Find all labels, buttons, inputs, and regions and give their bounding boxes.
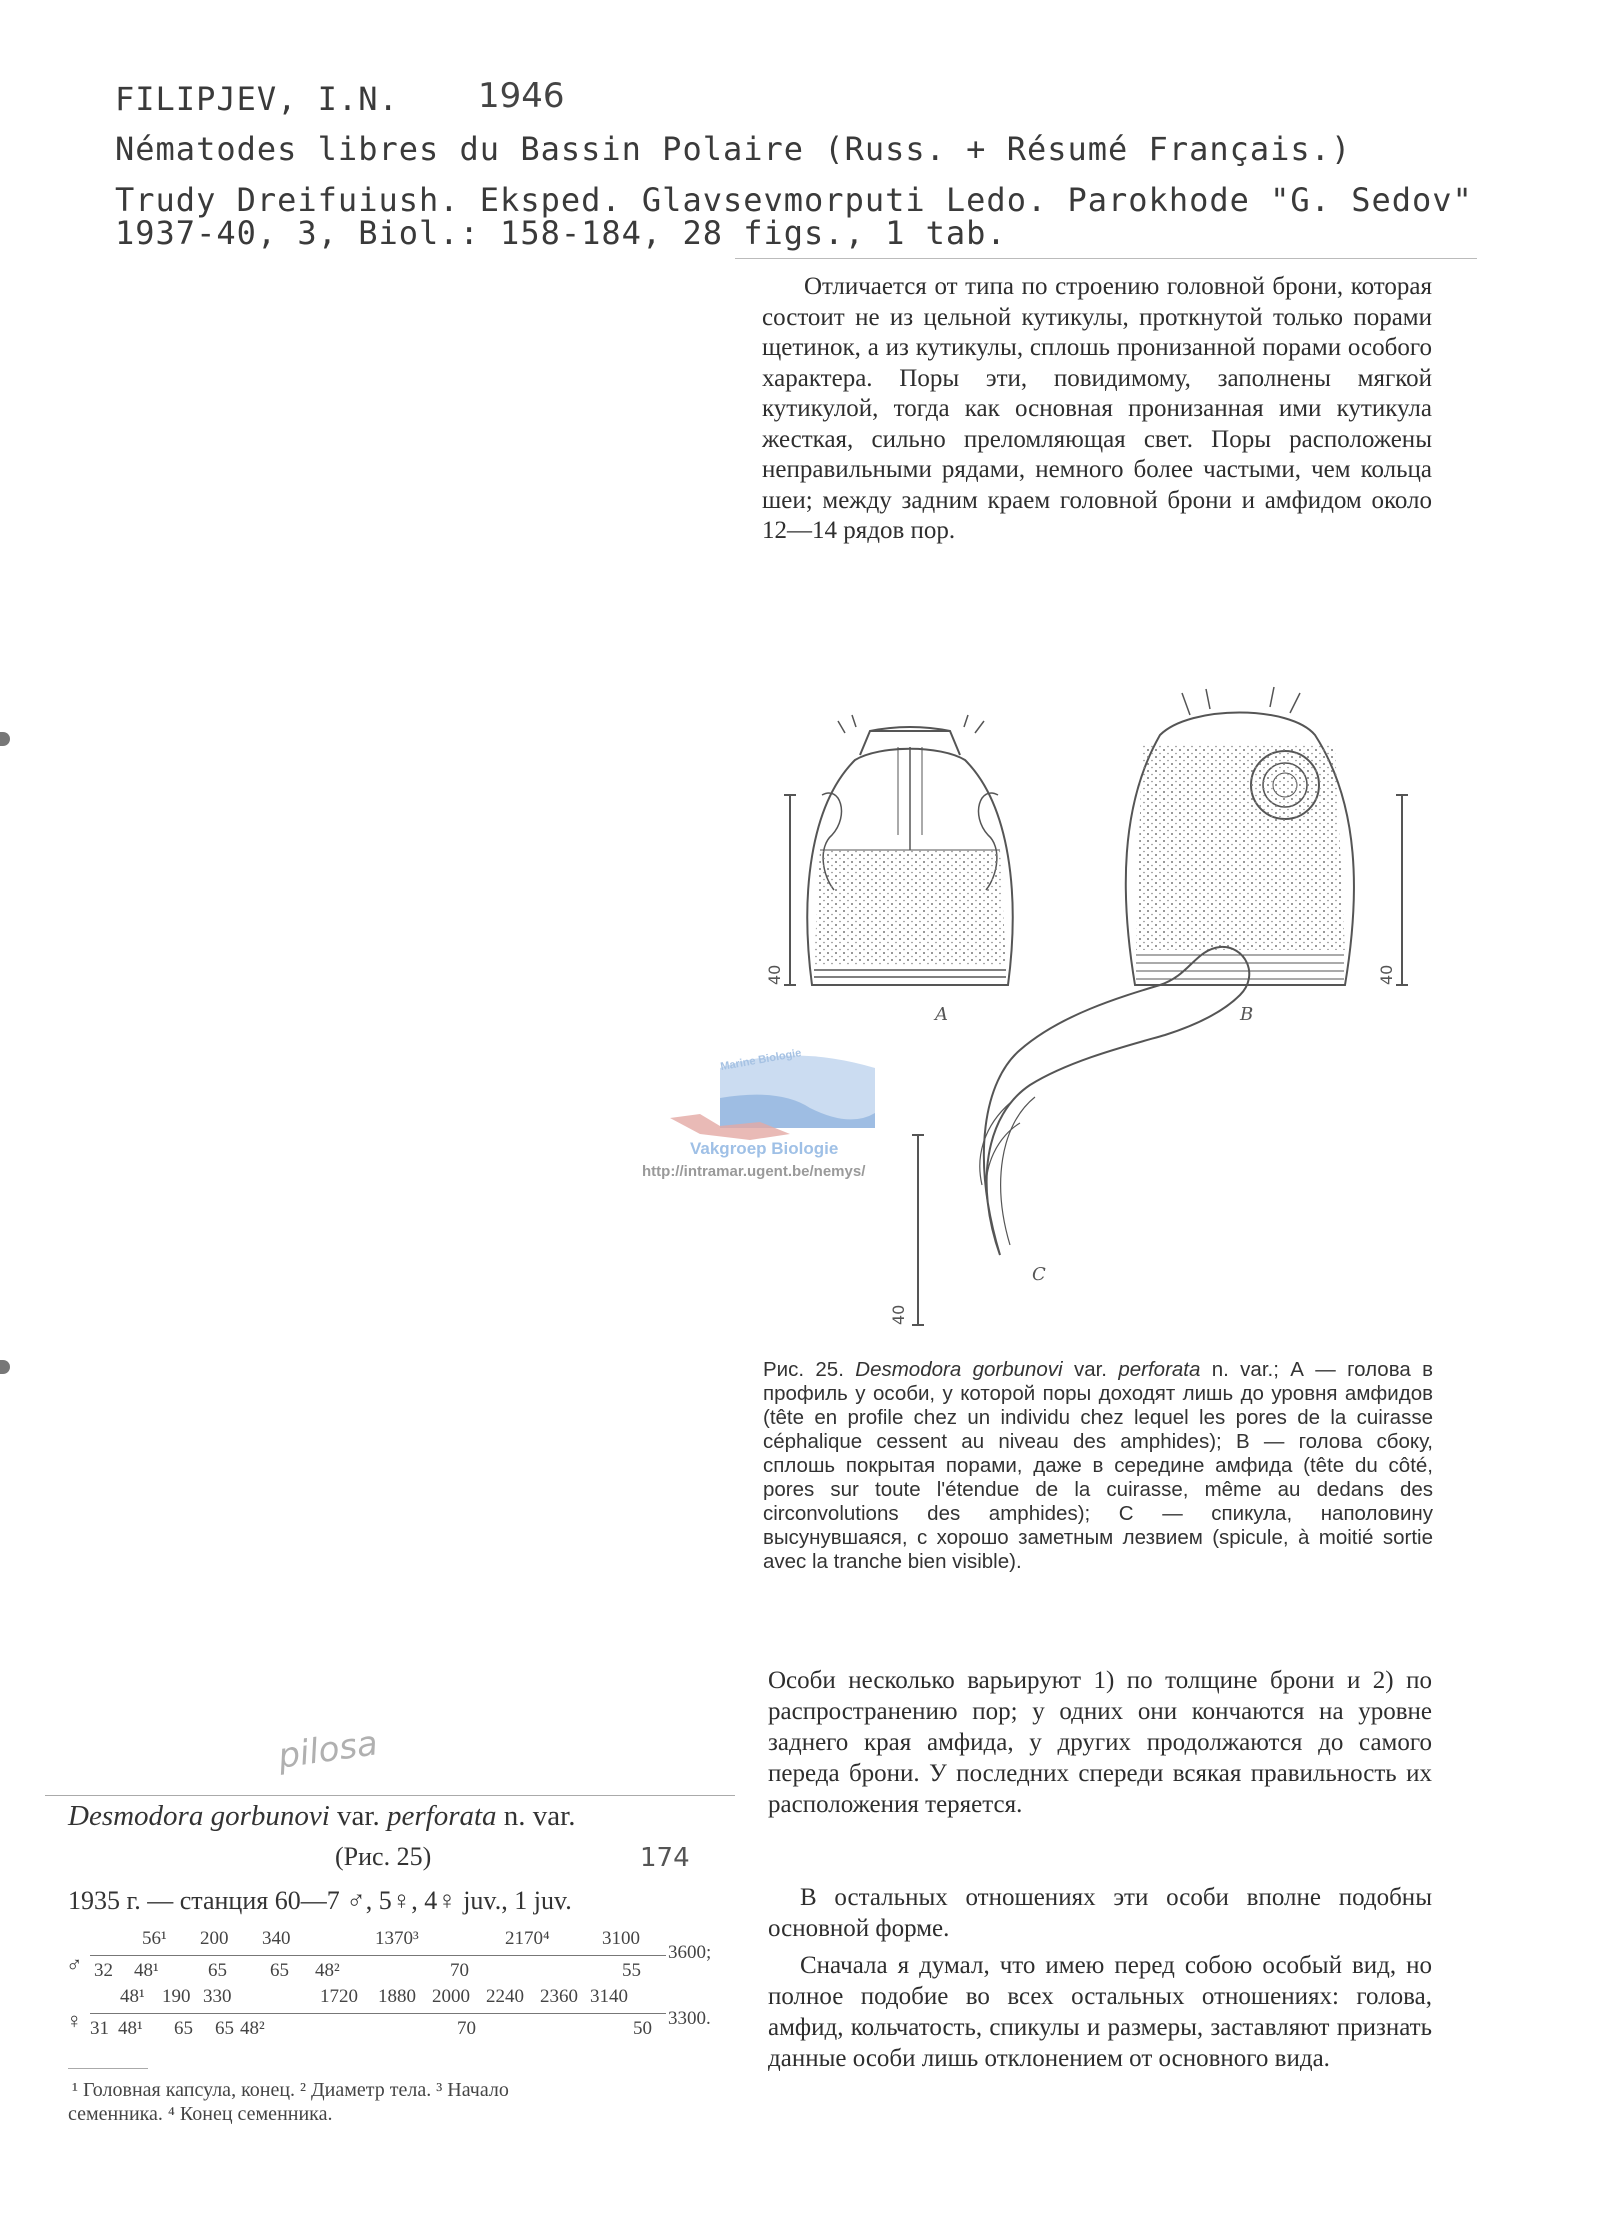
- formula-value: 200: [200, 1928, 229, 1949]
- female-total: 3300.: [668, 2008, 711, 2029]
- paper-title: Nématodes libres du Bassin Polaire (Russ. + Résumé Français.): [115, 130, 1352, 168]
- station-line: 1935 г. — станция 60—7 ♂, 5♀, 4♀ juv., 1 juv.: [68, 1886, 572, 1915]
- formula-value: 190: [162, 1986, 191, 2007]
- journal-line-2: 1937-40, 3, Biol.: 158-184, 28 figs., 1 tab.: [115, 214, 1007, 252]
- figure-25: [765, 685, 1450, 1335]
- female-formula-line: [90, 2013, 666, 2014]
- watermark-url[interactable]: http://intramar.ugent.be/nemys/: [642, 1163, 866, 1180]
- formula-value: 65: [270, 1960, 289, 1981]
- formula-value: 65: [174, 2018, 193, 2039]
- formula-value: 3140: [590, 1986, 628, 2007]
- caption-fig-no: Рис. 25.: [763, 1358, 844, 1381]
- female-formula-bottom: [90, 2018, 680, 2048]
- footnote-line-1: ¹ Головная капсула, конец. ² Диаметр тела. ³ Начало: [72, 2079, 509, 2101]
- formula-value: 31: [90, 2018, 109, 2039]
- formula-value: 1880: [378, 1986, 416, 2007]
- formula-value: 65: [215, 2018, 234, 2039]
- caption-var-name: perforata: [1118, 1358, 1201, 1381]
- caption-species: Desmodora gorbunovi: [855, 1358, 1063, 1381]
- formula-value: 3100: [602, 1928, 640, 1949]
- species-var: var.: [337, 1800, 380, 1832]
- footnote-line-2: семенника. ⁴ Конец семенника.: [68, 2103, 333, 2125]
- male-formula-top: [90, 1928, 680, 1958]
- species-tail: n. var.: [503, 1800, 576, 1832]
- formula-value: 2170⁴: [505, 1928, 550, 1949]
- scan-punch-mark: [0, 1360, 10, 1374]
- figure-b-label: B: [1240, 1004, 1254, 1025]
- figure-c-spicule: [980, 947, 1249, 1255]
- footnote-rule: [68, 2068, 148, 2069]
- formula-value: 2240: [486, 1986, 524, 2007]
- formula-value: 1370³: [375, 1928, 419, 1949]
- formula-value: 1720: [320, 1986, 358, 2007]
- female-formula-top: [90, 1986, 680, 2016]
- year: 1946: [478, 76, 565, 116]
- author: FILIPJEV, I.N.: [115, 80, 399, 118]
- figure-a-scale: 40: [765, 964, 784, 985]
- caption-tail: n. var.;: [1211, 1358, 1279, 1381]
- species-fig-ref: (Рис. 25): [335, 1842, 432, 1871]
- handwritten-annotation: pilosa: [275, 1723, 381, 1777]
- right-paragraph-3: Сначала я думал, что имею перед собою особый вид, но полное подобие во всех остальных отношениях: голова, амфид, кольчатость, спикулы и размеры, заставляют признать данные особи лишь отклонением от основного вида.: [768, 1952, 1432, 2072]
- watermark-arc-text: Marine Biologie: [719, 1047, 803, 1074]
- figure-c-label: C: [1032, 1264, 1046, 1285]
- right-paragraph-2: В остальных отношениях эти особи вполне подобны основной форме.: [768, 1884, 1432, 1942]
- formula-value: 48¹: [134, 1960, 159, 1981]
- male-formula-line: [90, 1955, 666, 1956]
- figure-b-scale: 40: [1377, 964, 1396, 985]
- female-sign: ♀: [66, 2008, 83, 2033]
- figure-a-label: A: [935, 1004, 948, 1025]
- formula-value: 70: [450, 1960, 469, 1981]
- species-title: [68, 1800, 575, 1833]
- formula-value: 48¹: [120, 1986, 145, 2007]
- formula-value: 48¹: [118, 2018, 143, 2039]
- species-rule: [45, 1795, 735, 1796]
- formula-value: 65: [208, 1960, 227, 1981]
- watermark-group: Vakgroep Biologie: [690, 1139, 839, 1158]
- formula-value: 56¹: [142, 1928, 167, 1949]
- species-name: Desmodora gorbunovi: [68, 1800, 330, 1832]
- figure-c-scale: 40: [889, 1304, 908, 1325]
- species-var-name: perforata: [386, 1800, 497, 1832]
- formula-value: 50: [633, 2018, 652, 2039]
- intro-paragraph: Отличается от типа по строению головной брони, которая состоит не из цельной кутикулы, проткнутой только порами щетинок, а из кутикулы, сплошь пронизанной порами особого характера. Поры эти, повидимому, заполнены мягкой кутикулой, тогда как основная пронизанная ими кутикула жесткая, сильно преломляющая свет. Поры расположены неправильными рядами, немного более частыми, чем кольца шеи; между задним краем головной брони и амфидом около 12—14 рядов пор.: [762, 273, 1432, 544]
- male-sign: ♂: [66, 1952, 83, 1977]
- author-line: [115, 80, 399, 118]
- header-divider: [735, 258, 1477, 259]
- right-paragraph-1: Особи несколько варьируют 1) по толщине брони и 2) по распространению пор; у одних они кончаются на уровне заднего края амфида, у других продолжаются до самого переда брони. У последних спереди всякая правильность их расположения теряется.: [768, 1667, 1432, 1818]
- page-number: 174: [640, 1843, 690, 1873]
- caption-var: var.: [1073, 1358, 1107, 1381]
- formula-value: 70: [457, 2018, 476, 2039]
- formula-value: 340: [262, 1928, 291, 1949]
- watermark-logo: [660, 1018, 920, 1168]
- formula-value: 2360: [540, 1986, 578, 2007]
- caption-body: А — голова в профиль у особи, у которой поры доходят лишь до уровня амфидов (tête en profile chez un individu chez lequel les pores de la cuirasse céphalique cessent au niveau des amphides); В — голова сбоку, сплошь покрытая порами, даже в середине амфида (tête du côté, pores sur toute l'étendue de la cuirasse, même au dedans des circonvolutions des amphides); С — спикула, наполовину высунувшаяся, с хорошо заметным лезвием (spicule, à moitié sortie avec la tranche bien visible).: [763, 1358, 1433, 1573]
- formula-value: 32: [94, 1960, 113, 1981]
- formula-value: 2000: [432, 1986, 470, 2007]
- scan-punch-mark: [0, 732, 10, 746]
- figure-caption: [763, 1358, 1433, 1574]
- formula-value: 48²: [315, 1960, 340, 1981]
- formula-value: 55: [622, 1960, 641, 1981]
- male-total: 3600;: [668, 1942, 712, 1963]
- formula-value: 48²: [240, 2018, 265, 2039]
- formula-value: 330: [203, 1986, 232, 2007]
- journal-line-1: Trudy Dreifuiush. Eksped. Glavsevmorputi Ledo. Parokhode "G. Sedov": [115, 181, 1473, 219]
